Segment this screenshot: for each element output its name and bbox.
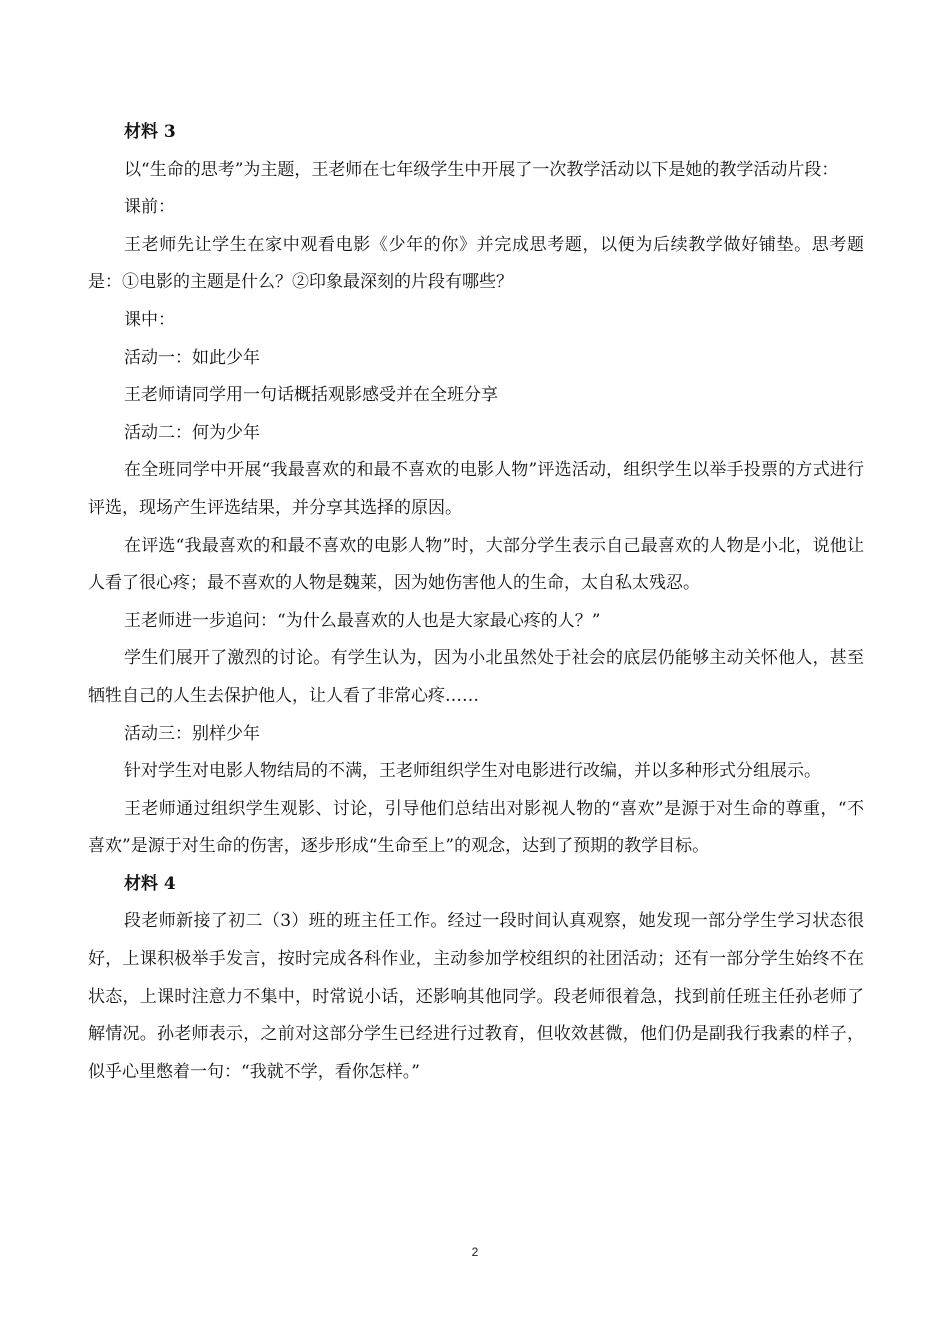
paragraph: 王老师请同学用一句话概括观影感受并在全班分享	[124, 385, 498, 406]
paragraph: 活动三：别样少年	[124, 723, 260, 744]
paragraph: 王老师进一步追问：“为什么最喜欢的人也是大家最心疼的人？”	[124, 610, 601, 631]
document-page	[88, 114, 864, 1091]
heading-material-4: 材料 4	[124, 873, 176, 894]
paragraph: 活动二：何为少年	[124, 422, 260, 443]
paragraph: 段老师新接了初二（3）班的班主任工作。经过一段时间认真观察，她发现一部分学生学习状态很好，上课积极举手发言，按时完成各科作业，主动参加学校组织的社团活动；还有一部分学生始终不在状态，上课时注意力不集中，时常说小话，还影响其他同学。段老师很着急，找到前任班主任孙老师了解情况。孙老师表示，之前对这部分学生已经进行过教育，但收效甚微，他们仍是副我行我素的样子，似乎心里憋着一句：“我就不学，看你怎样。”	[88, 911, 864, 1082]
paragraph: 课前：	[124, 197, 175, 218]
paragraph: 活动一：如此少年	[124, 347, 260, 368]
paragraph: 王老师先让学生在家中观看电影《少年的你》并完成思考题，以便为后续教学做好铺垫。思考题是：①电影的主题是什么？②印象最深刻的片段有哪些？	[88, 234, 864, 293]
page-number: 2	[471, 1245, 479, 1259]
paragraph: 王老师通过组织学生观影、讨论，引导他们总结出对影视人物的“喜欢”是源于对生命的尊重，“不喜欢”是源于对生命的伤害，逐步形成“生命至上”的观念，达到了预期的教学目标。	[88, 798, 864, 857]
paragraph: 在评选“我最喜欢的和最不喜欢的电影人物”时，大部分学生表示自己最喜欢的人物是小北，说他让人看了很心疼；最不喜欢的人物是魏莱，因为她伤害他人的生命，太自私太残忍。	[88, 535, 864, 594]
paragraph: 学生们展开了激烈的讨论。有学生认为，因为小北虽然处于社会的底层仍能够主动关怀他人，甚至牺牲自己的人生去保护他人，让人看了非常心疼……	[88, 648, 864, 706]
paragraph: 在全班同学中开展“我最喜欢的和最不喜欢的电影人物”评选活动，组织学生以举手投票的方式进行评选，现场产生评选结果，并分享其选择的原因。	[88, 460, 864, 518]
paragraph: 以“生命的思考”为主题，王老师在七年级学生中开展了一次教学活动以下是她的教学活动片段：	[124, 159, 839, 180]
heading-material-3: 材料 3	[124, 122, 176, 142]
paragraph: 针对学生对电影人物结局的不满，王老师组织学生对电影进行改编，并以多种形式分组展示。	[124, 761, 821, 782]
paragraph: 课中：	[124, 309, 175, 330]
